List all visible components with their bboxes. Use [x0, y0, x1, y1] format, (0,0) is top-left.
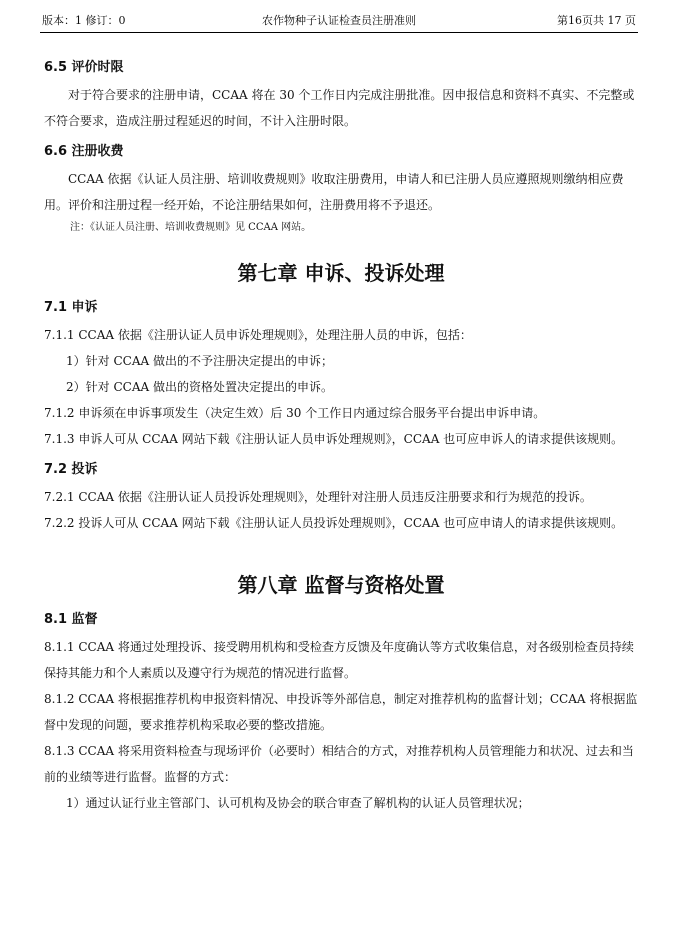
- section-6-6-paragraph: CCAA 依据《认证人员注册、培训收费规则》收取注册费用，申请人和已注册人员应遵照规则缴纳相应费用。评价和注册过程一经开始，不论注册结果如何，注册费用将不予退还。: [44, 172, 624, 212]
- clause-7-2-1: 7.2.1 CCAA 依据《注册认证人员投诉处理规则》，处理针对注册人员违反注册要求和行为规范的投诉。: [44, 490, 592, 504]
- clause-7-1-3: 7.1.3 申诉人可从 CCAA 网站下载《注册认证人员申诉处理规则》，CCAA 也可应申诉人的请求提供该规则。: [44, 432, 624, 446]
- clause-8-1-1: 8.1.1 CCAA 将通过处理投诉、接受聘用机构和受检查方反馈及年度确认等方式收集信息，对各级别检查员持续保持其能力和个人素质以及遵守行为规范的情况进行监督。: [44, 640, 634, 680]
- clause-7-1-2: 7.1.2 申诉须在申诉事项发生（决定生效）后 30 个工作日内通过综合服务平台提出申诉申请。: [44, 406, 546, 420]
- chapter-7-title: 第七章 申诉、投诉处理: [237, 261, 445, 285]
- document-title: 农作物种子认证检查员注册准则: [262, 14, 416, 27]
- section-8-1-title: 8.1 监督: [44, 612, 98, 627]
- section-7-2-title: 7.2 投诉: [44, 462, 98, 477]
- section-6-6-title: 6.6 注册收费: [44, 144, 124, 159]
- clause-7-2-2: 7.2.2 投诉人可从 CCAA 网站下载《注册认证人员投诉处理规则》，CCAA 也可应申请人的请求提供该规则。: [44, 516, 624, 530]
- chapter-8-title: 第八章 监督与资格处置: [237, 573, 445, 597]
- section-6-5-paragraph: 对于符合要求的注册申请，CCAA 将在 30 个工作日内完成注册批准。因申报信息和资料不真实、不完整或不符合要求，造成注册过程延迟的时间，不计入注册时限。: [44, 88, 635, 128]
- section-7-1-title: 7.1 申诉: [44, 300, 98, 315]
- version-info: 版本：1 修订：0: [42, 14, 126, 27]
- page-body: [44, 58, 638, 816]
- page-header: [40, 10, 638, 33]
- page-number: 第16页共 17 页: [557, 14, 636, 27]
- clause-7-1-1-item-1: 1）针对 CCAA 做出的不予注册决定提出的申诉；: [66, 354, 333, 368]
- clause-7-1-1: 7.1.1 CCAA 依据《注册认证人员申诉处理规则》，处理注册人员的申诉，包括：: [44, 328, 472, 342]
- clause-8-1-3-item-1: 1）通过认证行业主管部门、认可机构及协会的联合审查了解机构的认证人员管理状况；: [66, 796, 530, 810]
- clause-8-1-2: 8.1.2 CCAA 将根据推荐机构申报资料情况、申投诉等外部信息，制定对推荐机构的监督计划；CCAA 将根据监督中发现的问题，要求推荐机构采取必要的整改措施。: [44, 692, 638, 732]
- clause-7-1-1-item-2: 2）针对 CCAA 做出的资格处置决定提出的申诉。: [66, 380, 333, 394]
- section-6-6-note: 注：《认证人员注册、培训收费规则》见 CCAA 网站。: [70, 222, 312, 233]
- clause-8-1-3: 8.1.3 CCAA 将采用资料检查与现场评价（必要时）相结合的方式，对推荐机构人员管理能力和状况、过去和当前的业绩等进行监督。监督的方式：: [44, 744, 634, 784]
- section-6-5-title: 6.5 评价时限: [44, 60, 124, 75]
